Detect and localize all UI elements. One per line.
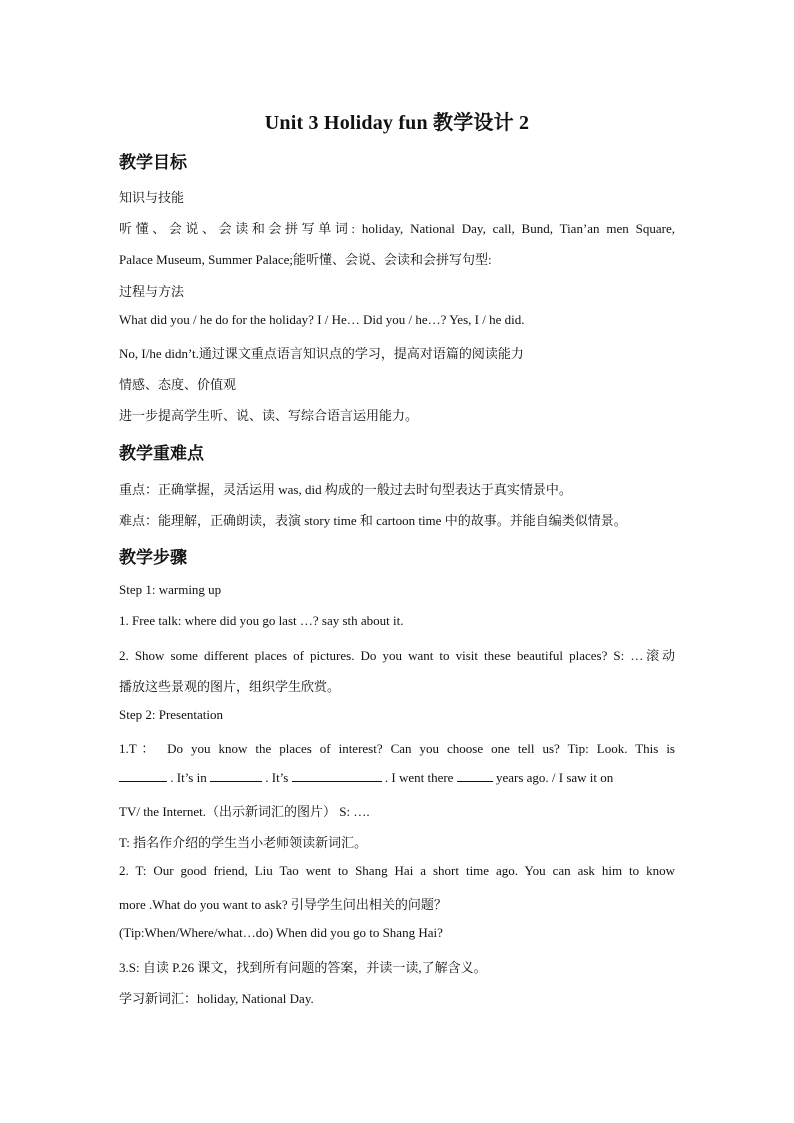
paragraph-line: 播放这些景观的图片，组织学生欣赏。 [119,679,341,694]
section-heading-goals: 教学目标 [119,153,187,173]
fill-in-line [119,769,675,786]
paragraph-line: (Tip:When/Where/what…do) When did you go to Shang Hai? [119,925,443,940]
paragraph-line: What did you / he do for the holiday? I / He… Did you / he…? Yes, I / he did. [119,312,525,327]
paragraph-line: 难点：能理解，正确朗读，表演 story time 和 cartoon time 中的故事。并能自编类似情景。 [119,513,627,528]
paragraph-line: Step 2: Presentation [119,707,223,722]
paragraph-line: 进一步提高学生听、说、读、写综合语言运用能力。 [119,408,419,423]
line-segment: . It’s in [170,770,207,785]
line-segment: years ago. / I saw it on [495,770,614,785]
paragraph-line: 知识与技能 [119,190,185,205]
paragraph-line: 1.T： Do you know the places of interest? Can you choose one tell us? Tip: Look. This is [119,741,675,756]
paragraph-line: 3.S: 自读 P.26 课文，找到所有问题的答案，并读一读,了解含义。 [119,960,487,975]
blank-line [210,769,262,782]
paragraph-line: 2. Show some different places of pictures. Do you want to visit these beautiful places? S: …滚动 [119,648,675,663]
paragraph-line: 1. Free talk: where did you go last …? say sth about it. [119,613,404,628]
paragraph-line: T: 指名作介绍的学生当小老师领读新词汇。 [119,835,368,850]
line-segment: . It’s [265,770,289,785]
paragraph-line: 2. T: Our good friend, Liu Tao went to Shang Hai a short time ago. You can ask him to know [119,863,675,878]
paragraph-line: 情感、态度、价值观 [119,377,237,392]
line-segment: . I went there [384,770,454,785]
paragraph-line: Step 1: warming up [119,582,222,597]
paragraph-line: more .What do you want to ask? 引导学生问出相关的问题？ [119,897,447,912]
paragraph-line: TV/ the Internet.（出示新词汇的图片） S: …. [119,804,370,819]
paragraph-line: Palace Museum, Summer Palace;能听懂、会说、会读和会拼写句型: [119,252,492,267]
blank-line [292,769,382,782]
blank-line [119,769,167,782]
section-heading-steps: 教学步骤 [119,548,187,568]
paragraph-line: 听懂、会说、会读和会拼写单词: holiday, National Day, call, Bund, Tian’an men Square, [119,221,675,236]
section-heading-key-points: 教学重难点 [119,444,204,464]
paragraph-line: No, I/he didn’t.通过课文重点语言知识点的学习，提高对语篇的阅读能力 [119,346,524,361]
blank-line [457,769,493,782]
paragraph-line: 重点：正确掌握，灵活运用 was, did 构成的一般过去时句型表达于真实情景中。 [119,482,572,497]
paragraph-line: 过程与方法 [119,284,185,299]
paragraph-line: 学习新词汇：holiday, National Day. [119,991,314,1006]
document-title: Unit 3 Holiday fun 教学设计 2 [264,112,530,134]
